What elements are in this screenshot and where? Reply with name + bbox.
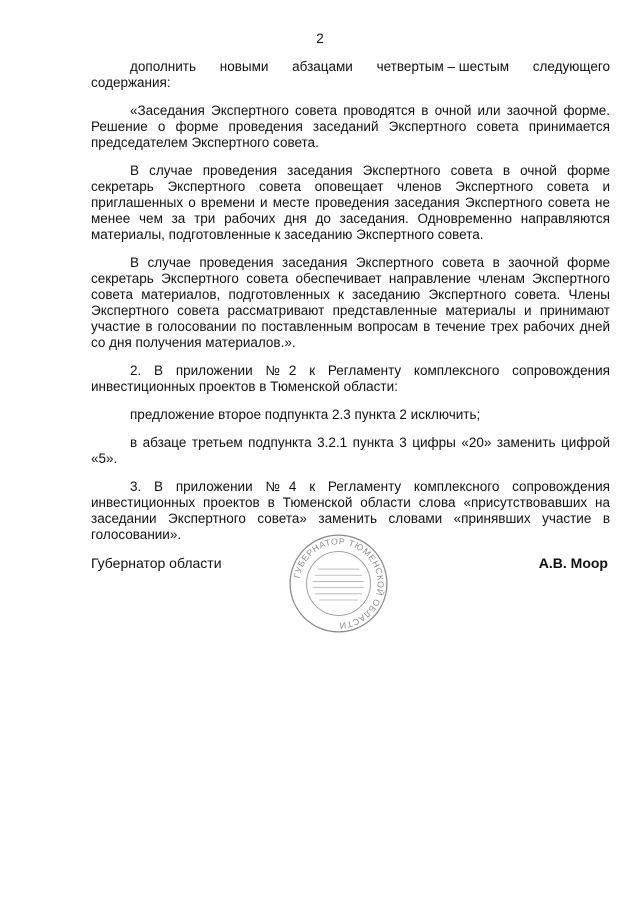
- svg-text:ГУБЕРНАТОР ТЮМЕНСКОЙ ОБЛАСТИ: ГУБЕРНАТОР ТЮМЕНСКОЙ ОБЛАСТИ: [291, 536, 386, 631]
- intro-word: следующего: [532, 59, 610, 74]
- paragraph-6: в абзаце третьем подпункта 3.2.1 пункта 3 цифры «20» заменить цифрой «5».: [91, 435, 610, 466]
- document-body: [91, 59, 610, 555]
- intro-word: абзацами: [292, 59, 353, 74]
- paragraph-5: предложение второе подпункта 2.3 пункта 2 исключить;: [130, 407, 481, 422]
- signatory-position: Губернатор области: [91, 555, 222, 571]
- paragraph-7: 3. В приложении №4 к Регламенту комплексного сопровождения инвестиционных проектов в Тюменской области слова «присутствовавших на заседании Экспертного совета» заменить словами «принявших участие в голосовании».: [91, 479, 610, 542]
- paragraph-4: 2. В приложении №2 к Регламенту комплексного сопровождения инвестиционных проектов в Тюменской области:: [91, 363, 610, 394]
- paragraph-1: «Заседания Экспертного совета проводятся в очной или заочной форме. Решение о форме проведения заседаний Экспертного совета принимается председателем Экспертного совета.: [91, 103, 610, 150]
- signatory-name: А.В. Моор: [538, 555, 608, 571]
- intro-word: новыми: [219, 59, 269, 74]
- intro-word: четвертым – шестым: [376, 59, 510, 74]
- page-number: 2: [316, 31, 324, 46]
- paragraph-2: В случае проведения заседания Экспертного совета в очной форме секретарь Экспертного совета оповещает членов Экспертного совета и приглашенных о времени и месте проведения заседания Экспертного совета не менее чем за три рабочих дня до заседания. Одновременно направляются материалы, подготовленные к заседанию Экспертного совета.: [91, 163, 610, 242]
- intro-word: дополнить: [130, 59, 196, 74]
- intro-line: [91, 59, 610, 75]
- paragraph-3: В случае проведения заседания Экспертного совета в заочной форме секретарь Экспертного совета обеспечивает направление членам Экспертного совета материалов, подготовленных к заседанию Экспертного совета. Члены Экспертного совета рассматривают представленные материалы и принимают участие в голосовании по поставленным вопросам в течение трех рабочих дней со дня получения материалов.».: [91, 255, 610, 350]
- intro-continuation: содержания:: [91, 75, 171, 90]
- official-seal: [287, 532, 390, 635]
